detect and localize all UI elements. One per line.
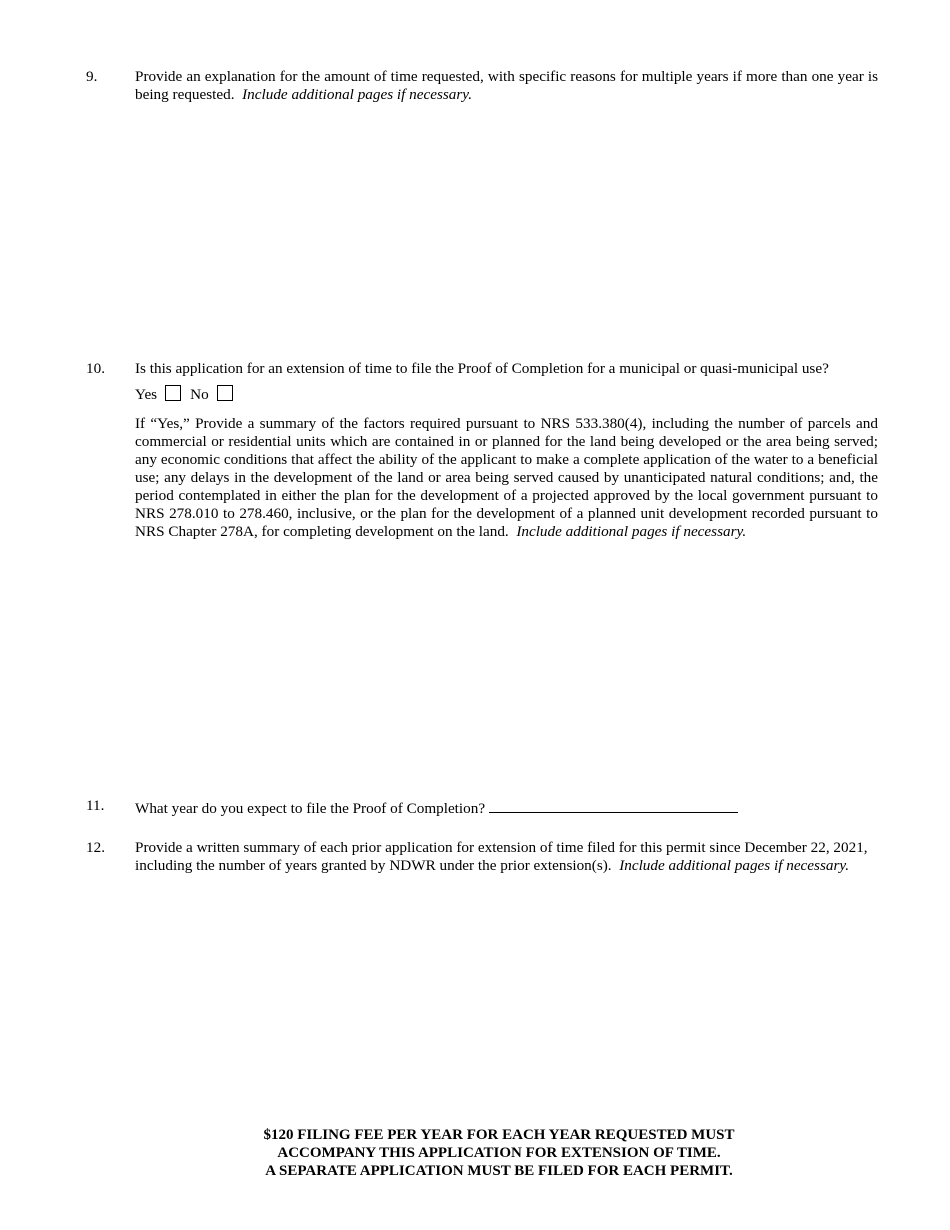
question-prompt: Provide a written summary of each prior application for extension of time filed for this permit since December 22, 2021, including the number of years granted by NDWR under the prior extension(s). (135, 839, 868, 874)
additional-pages-note: Include additional pages if necessary. (619, 857, 850, 874)
question-number: 11. (86, 797, 105, 814)
summary-text: If “Yes,” Provide a summary of the factors required pursuant to NRS 533.380(4), including the number of parcels and commercial or residential units which are contained in or planned for the land being developed or the area being served; any economic conditions that affect the ability of the applicant to make a complete application of the water to a beneficial use; any delays in the development of the land or area being served caused by unanticipated natural conditions; and, the period contemplated in either the plan for the development of a projected approved by the local government pursuant to NRS 278.010 to 278.460, inclusive, or the plan for the development of a planned unit development recorded pursuant to NRS Chapter 278A, for completing development on the land. (135, 415, 878, 540)
yes-checkbox[interactable] (165, 385, 181, 401)
no-label: No (190, 386, 209, 403)
additional-pages-note: Include additional pages if necessary. (242, 86, 473, 103)
yes-label: Yes (135, 386, 158, 403)
question-prompt: Provide an explanation for the amount of time requested, with specific reasons for multiple years if more than one year is being requested. (135, 68, 878, 103)
notice-line: A SEPARATE APPLICATION MUST BE FILED FOR EACH PERMIT. (265, 1163, 733, 1179)
question-prompt: What year do you expect to file the Proof of Completion? (135, 800, 486, 817)
filing-fee-notice (0, 1126, 950, 1180)
yes-no-options (135, 386, 242, 404)
question-number: 12. (86, 839, 105, 856)
question-text (135, 68, 878, 104)
question-number: 9. (86, 68, 98, 85)
question-number: 10. (86, 360, 105, 377)
completion-year-field[interactable] (489, 797, 738, 813)
question-text: Is this application for an extension of time to file the Proof of Completion for a municipal or quasi-municipal use? (135, 360, 829, 377)
additional-pages-note: Include additional pages if necessary. (516, 523, 747, 540)
question-text (135, 797, 878, 818)
question-text (135, 839, 878, 875)
no-checkbox[interactable] (217, 385, 233, 401)
notice-line: $120 FILING FEE PER YEAR FOR EACH YEAR REQUESTED MUST (263, 1127, 735, 1143)
notice-line: ACCOMPANY THIS APPLICATION FOR EXTENSION OF TIME. (277, 1145, 721, 1161)
municipal-summary-instructions (135, 415, 878, 541)
